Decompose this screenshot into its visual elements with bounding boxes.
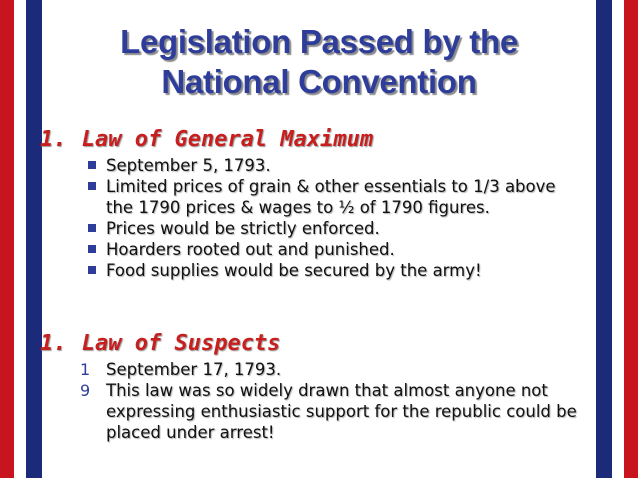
suspects-list xyxy=(80,359,580,443)
list-item-text: September 17, 1793. xyxy=(106,360,282,379)
general-maximum-list xyxy=(80,155,580,281)
list-item xyxy=(80,218,580,239)
left-red-border xyxy=(0,0,14,478)
slide-title-line-2: National Convention xyxy=(161,63,477,100)
right-blue-border xyxy=(596,0,612,478)
list-marker: 9 xyxy=(80,381,91,400)
list-item-text: This law was so widely drawn that almost anyone not expressing enthusiastic support for the republic could be placed under arrest! xyxy=(106,381,577,442)
section-heading-general-maximum xyxy=(40,127,373,153)
section-heading-text: Law of Suspects xyxy=(81,331,281,356)
list-item xyxy=(80,260,580,281)
list-item-text: Hoarders rooted out and punished. xyxy=(106,240,395,259)
slide-title xyxy=(42,22,596,102)
slide-title-line-1: Legislation Passed by the xyxy=(120,23,518,60)
list-item xyxy=(80,359,580,380)
right-red-border xyxy=(624,0,638,478)
list-item xyxy=(80,176,580,218)
left-blue-border xyxy=(26,0,42,478)
section-number: 1. xyxy=(40,127,67,152)
list-item xyxy=(80,155,580,176)
list-item xyxy=(80,380,580,443)
section-heading-suspects xyxy=(40,331,280,357)
section-heading-text: Law of General Maximum xyxy=(81,127,374,152)
list-item-text: Food supplies would be secured by the army! xyxy=(106,261,482,280)
list-item-text: Prices would be strictly enforced. xyxy=(106,219,380,238)
list-item-text: September 5, 1793. xyxy=(106,156,271,175)
left-white-border xyxy=(14,0,26,478)
list-item xyxy=(80,239,580,260)
list-item-text: Limited prices of grain & other essentials to 1/3 above the 1790 prices & wages to ½ of 1790 figures. xyxy=(106,177,556,217)
right-white-border xyxy=(612,0,624,478)
list-marker: 1 xyxy=(80,360,91,379)
section-number: 1. xyxy=(40,331,67,356)
